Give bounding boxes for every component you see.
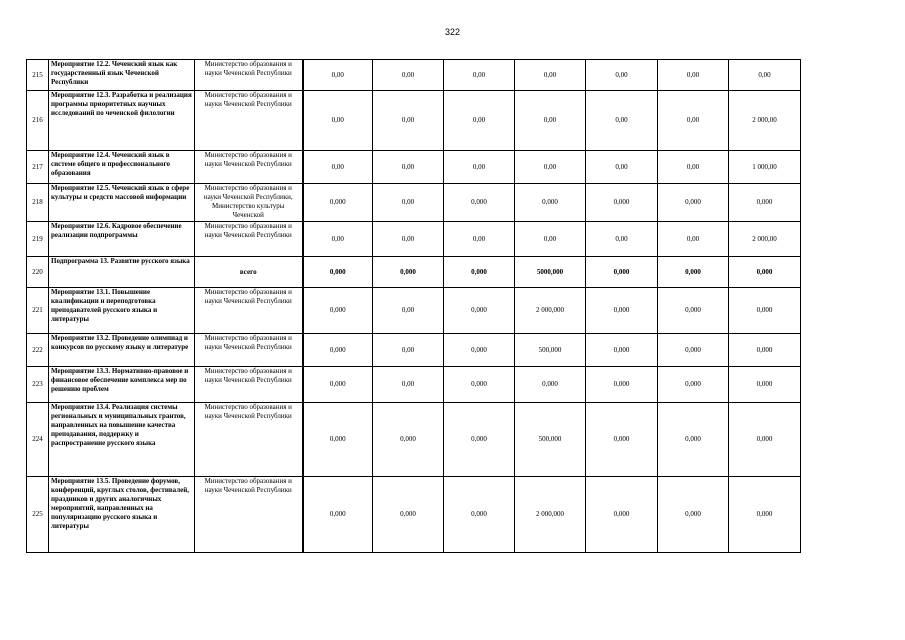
funding-value: 0,000 [658,288,729,334]
funding-value: 0,00 [303,60,373,91]
funding-value: 0,00 [444,91,515,151]
funding-value: 0,00 [515,222,586,257]
table-row [27,403,801,477]
responsible-executor: Министерство образования и науки Чеченской Республики [195,288,303,334]
funding-value: 0,00 [515,91,586,151]
funding-value: 0,00 [444,151,515,184]
funding-value: 0,000 [586,403,658,477]
funding-value: 0,000 [444,288,515,334]
measure-name: Мероприятие 13.1. Повышение квалификации и переподготовка преподавателей русского языка и литературы [49,288,195,334]
funding-value: 0,000 [729,184,801,222]
funding-value: 0,000 [373,477,444,553]
funding-value: 0,000 [444,184,515,222]
funding-value: 0,00 [373,222,444,257]
funding-value: 2 000,000 [515,477,586,553]
funding-value: 0,00 [586,222,658,257]
funding-value: 0,000 [303,184,373,222]
funding-value: 0,000 [586,257,658,288]
funding-value: 0,000 [729,403,801,477]
funding-value: 0,000 [586,367,658,403]
funding-value: 0,000 [303,288,373,334]
measure-name: Мероприятие 13.2. Проведение олимпиад и конкурсов по русскому языку и литературе [49,334,195,367]
table-row [27,91,801,151]
funding-value: 0,000 [729,367,801,403]
row-number: 216 [27,91,49,151]
funding-value: 0,00 [444,222,515,257]
responsible-executor: Министерство образования и науки Чеченской Республики [195,334,303,367]
measure-name: Мероприятие 13.4. Реализация системы региональных и муниципальных грантов, направленных на повышение качества преподавания, поддержку и распространение русского языка [49,403,195,477]
funding-value: 0,000 [586,184,658,222]
row-number: 217 [27,151,49,184]
funding-value: 0,000 [586,334,658,367]
funding-value: 0,000 [373,403,444,477]
responsible-executor: Министерство образования и науки Чеченской Республики [195,477,303,553]
funding-value: 0,00 [373,151,444,184]
funding-value: 0,00 [658,60,729,91]
measure-name: Мероприятие 13.5. Проведение форумов, конференций, круглых столов, фестивалей, праздников и других аналогичных мероприятий, направленных на популяризацию русского языка и литературы [49,477,195,553]
row-number: 218 [27,184,49,222]
funding-value: 0,00 [303,151,373,184]
measure-name: Мероприятие 12.5. Чеченский язык в сфере культуры и средств массовой информации [49,184,195,222]
row-number: 219 [27,222,49,257]
responsible-executor: Министерство образования и науки Чеченской Республики [195,60,303,91]
funding-value: 0,000 [658,334,729,367]
row-number: 225 [27,477,49,553]
funding-value: 0,000 [729,288,801,334]
funding-value: 2 000,000 [515,288,586,334]
funding-value: 0,00 [373,288,444,334]
responsible-executor: всего [195,257,303,288]
funding-value: 0,000 [515,367,586,403]
funding-value: 0,000 [658,257,729,288]
table-row [27,288,801,334]
funding-value: 0,000 [515,184,586,222]
row-number: 220 [27,257,49,288]
funding-value: 0,000 [729,334,801,367]
funding-value: 0,00 [373,367,444,403]
measure-name: Мероприятие 12.6. Кадровое обеспечение реализации подпрограммы [49,222,195,257]
page-number: 322 [444,27,461,37]
responsible-executor: Министерство образования и науки Чеченской Республики [195,151,303,184]
funding-value: 0,00 [373,91,444,151]
funding-value: 0,000 [444,367,515,403]
funding-value: 0,000 [373,257,444,288]
table-row [27,367,801,403]
funding-value: 0,000 [303,477,373,553]
funding-value: 0,000 [444,403,515,477]
funding-value: 0,000 [658,403,729,477]
funding-value: 0,000 [303,257,373,288]
table-row [27,60,801,91]
responsible-executor: Министерство образования и науки Чеченской Республики [195,222,303,257]
funding-value: 0,00 [444,60,515,91]
responsible-executor: Министерство образования и науки Чеченской Республики [195,91,303,151]
funding-value: 0,00 [658,222,729,257]
table-row [27,151,801,184]
funding-value: 0,000 [586,477,658,553]
funding-value: 0,00 [586,91,658,151]
responsible-executor: Министерство образования и науки Чеченской Республики [195,403,303,477]
responsible-executor: Министерство образования и науки Чеченской Республики, Министерство культуры Чеченской [195,184,303,222]
row-number: 224 [27,403,49,477]
funding-value: 0,00 [373,334,444,367]
row-number: 223 [27,367,49,403]
funding-value: 0,000 [303,367,373,403]
funding-value: 0,00 [658,151,729,184]
funding-value: 0,000 [444,257,515,288]
funding-value: 0,00 [729,60,801,91]
funding-value: 0,00 [658,91,729,151]
funding-value: 0,000 [658,184,729,222]
measure-name: Мероприятие 12.2. Чеченский язык как государственный язык Чеченской Республики [49,60,195,91]
table-row [27,257,801,288]
budget-table [26,59,801,553]
funding-value: 0,00 [586,60,658,91]
funding-value: 0,00 [515,60,586,91]
funding-value: 500,000 [515,403,586,477]
funding-value: 2 000,00 [729,91,801,151]
table-row [27,334,801,367]
table-row [27,477,801,553]
funding-value: 0,00 [373,60,444,91]
funding-value: 0,000 [658,477,729,553]
funding-value: 0,000 [658,367,729,403]
funding-value: 0,00 [586,151,658,184]
funding-value: 0,000 [586,288,658,334]
funding-value: 2 000,00 [729,222,801,257]
funding-value: 1 000,00 [729,151,801,184]
table-row [27,184,801,222]
funding-value: 0,000 [303,403,373,477]
funding-value: 0,00 [515,151,586,184]
responsible-executor: Министерство образования и науки Чеченской Республики [195,367,303,403]
measure-name: Мероприятие 12.4. Чеченский язык в системе общего и профессионального образования [49,151,195,184]
funding-value: 0,000 [729,257,801,288]
measure-name: Подпрограмма 13. Развитие русского языка [49,257,195,288]
funding-value: 500,000 [515,334,586,367]
funding-value: 0,00 [373,184,444,222]
row-number: 222 [27,334,49,367]
row-number: 221 [27,288,49,334]
measure-name: Мероприятие 13.3. Нормативно-правовое и финансовое обеспечение комплекса мер по решению проблем [49,367,195,403]
funding-value: 0,00 [303,91,373,151]
table-row [27,222,801,257]
funding-value: 5000,000 [515,257,586,288]
row-number: 215 [27,60,49,91]
funding-value: 0,000 [303,334,373,367]
measure-name: Мероприятие 12.3. Разработка и реализация программы приоритетных научных исследований по чеченской филологии [49,91,195,151]
funding-value: 0,000 [444,477,515,553]
funding-value: 0,000 [444,334,515,367]
funding-value: 0,00 [303,222,373,257]
funding-value: 0,000 [729,477,801,553]
